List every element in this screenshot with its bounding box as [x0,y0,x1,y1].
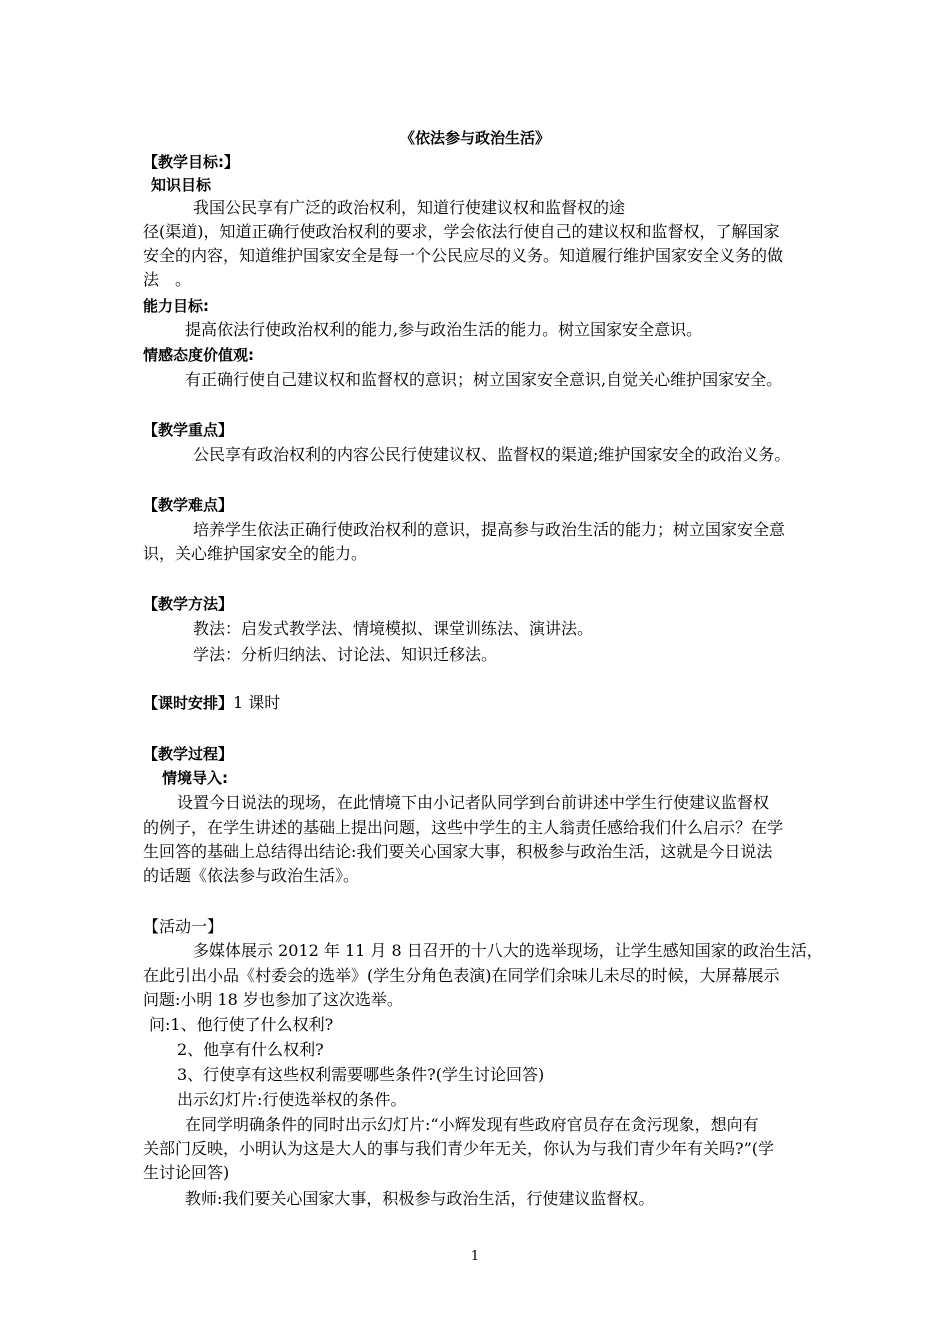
schedule-line [143,693,280,713]
schedule-value: 1 课时 [233,693,281,712]
section-heading: 【教学过程】 [143,745,234,763]
paragraph-line: 生回答的基础上总结得出结论:我们要关心国家大事，积极参与政治生活，这就是今日说法 [143,842,773,861]
paragraph-line: 在此引出小品《村委会的选举》(学生分角色表演)在同学们余味儿未尽的时候，大屏幕展示 [143,966,780,985]
section-heading: 【活动一】 [143,917,224,936]
question-line: 3、行使享有这些权利需要哪些条件?(学生讨论回答) [177,1065,545,1084]
section-heading: 【教学方法】 [143,595,234,613]
section-heading: 【教学目标:】 [143,153,239,171]
paragraph-line: 培养学生依法正确行使政治权利的意识，提高参与政治生活的能力；树立国家安全意 [193,520,786,539]
sub-heading: 知识目标 [151,176,212,194]
paragraph-line: 多媒体展示 2012 年 11 月 8 日召开的十八大的选举现场，让学生感知国家的政治生活， [193,941,823,960]
question-line: 2、他享有什么权利? [177,1040,324,1059]
page-number: 1 [470,1249,480,1264]
paragraph-line: 的例子，在学生讲述的基础上提出问题，这些中学生的主人翁责任感给我们什么启示？在学 [143,818,784,837]
section-heading: 【课时安排】 [143,694,234,712]
paragraph-line: 学法：分析归纳法、讨论法、知识迁移法。 [193,645,498,664]
sub-heading: 能力目标: [143,297,209,315]
paragraph-line: 教法：启发式教学法、情境模拟、课堂训练法、演讲法。 [193,619,594,638]
paragraph-line: 有正确行使自己建议权和监督权的意识；树立国家安全意识,自觉关心维护国家安全。 [185,370,783,389]
sub-heading: 情境导入: [162,769,228,787]
paragraph-line: 法 。 [143,270,192,289]
paragraph-line: 识，关心维护国家安全的能力。 [143,544,368,563]
paragraph-line: 提高依法行使政治权利的能力,参与政治生活的能力。树立国家安全意识。 [185,320,703,339]
paragraph-line: 我国公民享有广泛的政治权利，知道行使建议权和监督权的途 [193,198,626,217]
document-title: 《依法参与政治生活》 [399,129,550,147]
question-line: 问:1、他行使了什么权利? [149,1015,334,1034]
paragraph-line: 生讨论回答) [143,1163,230,1182]
paragraph-line: 安全的内容，知道维护国家安全是每一个公民应尽的义务。知道履行维护国家安全义务的做 [143,246,784,265]
paragraph-line: 公民享有政治权利的内容公民行使建议权、监督权的渠道;维护国家安全的政治义务。 [193,445,791,464]
paragraph-line: 在同学明确条件的同时出示幻灯片:“小辉发现有些政府官员存在贪污现象，想向有 [185,1115,759,1134]
paragraph-line: 问题:小明 18 岁也参加了这次选举。 [143,990,403,1009]
sub-heading: 情感态度价值观: [143,346,254,364]
paragraph-line: 设置今日说法的现场，在此情境下由小记者队同学到台前讲述中学生行使建议监督权 [177,793,770,812]
paragraph-line: 的话题《依法参与政治生活》。 [143,866,360,885]
paragraph-line: 径(渠道)，知道正确行使政治权利的要求，学会依法行使自己的建议权和监督权，了解国家 [143,222,780,241]
paragraph-line: 出示幻灯片:行使选举权的条件。 [177,1090,407,1109]
paragraph-line: 教师:我们要关心国家大事，积极参与政治生活，行使建议监督权。 [185,1189,655,1208]
section-heading: 【教学重点】 [143,421,234,439]
paragraph-line: 关部门反映，小明认为这是大人的事与我们青少年无关，你认为与我们青少年有关吗?”(学 [143,1139,775,1158]
section-heading: 【教学难点】 [143,496,234,514]
